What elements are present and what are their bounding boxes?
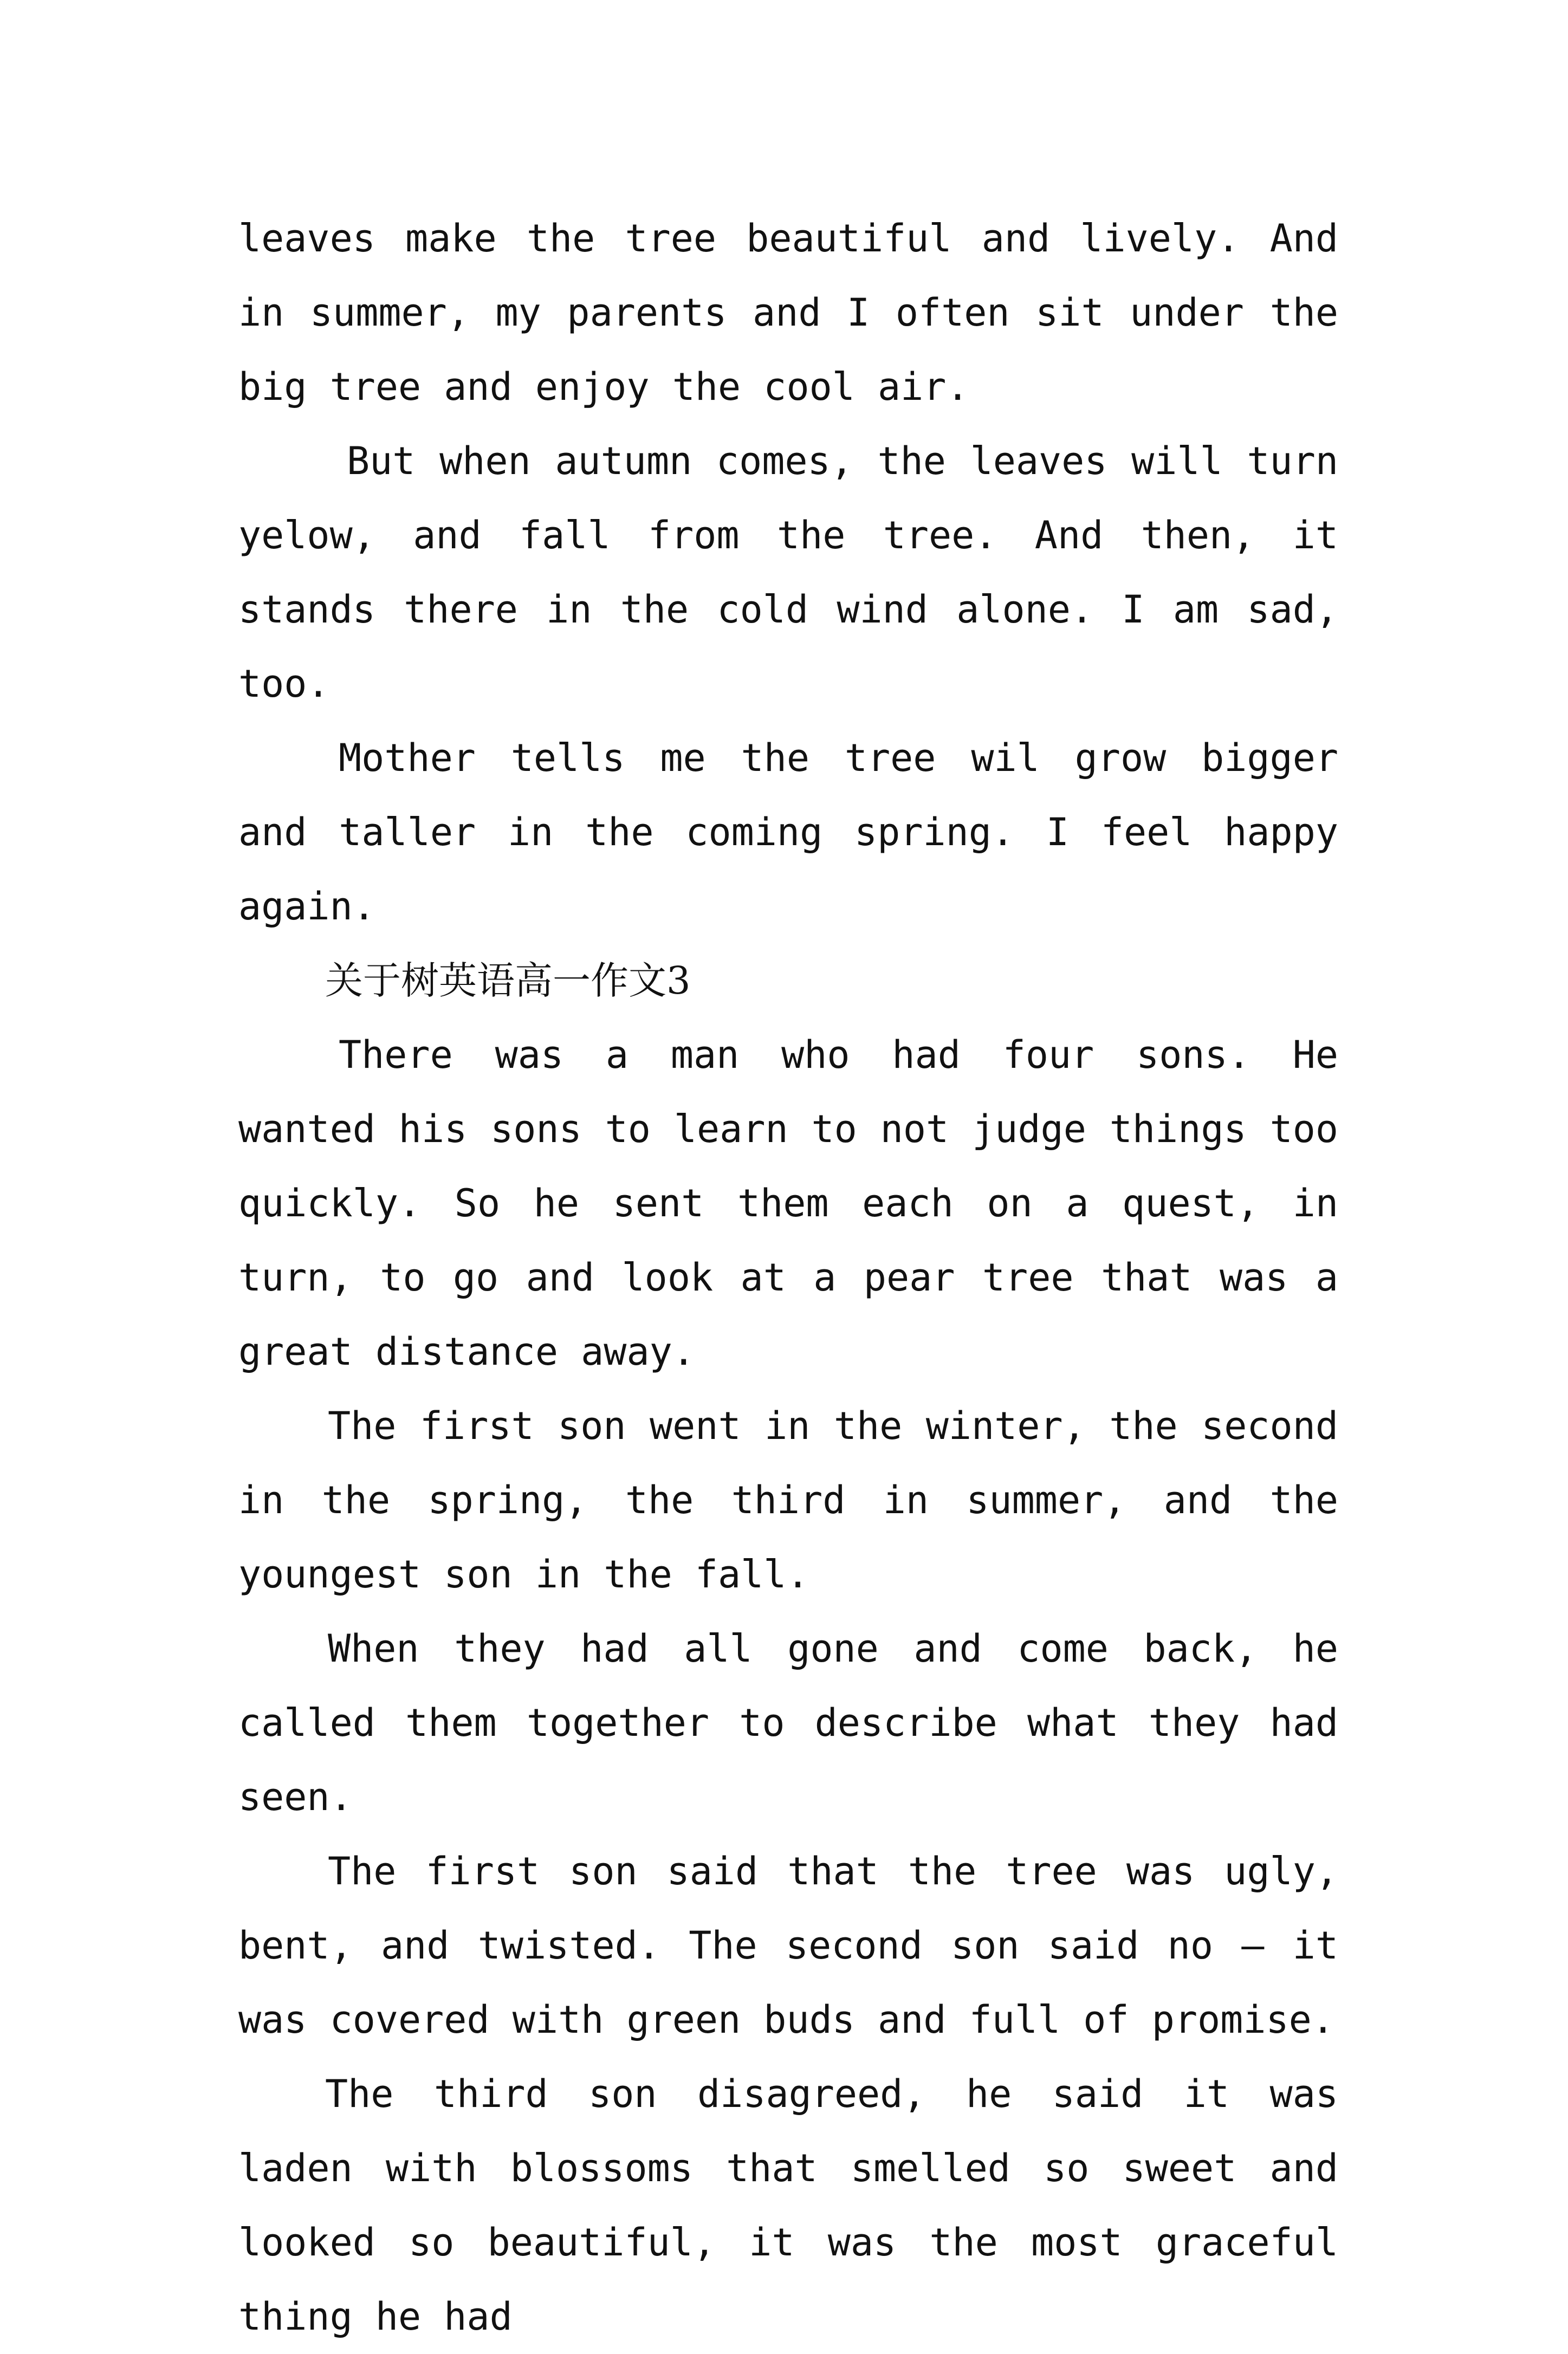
document-body — [238, 202, 1338, 2354]
paragraph-third-son: The third son disagreed, he said it was laden with blossoms that smelled so sweet and looked so beautiful, it was the most graceful thing he had — [238, 2072, 1338, 2339]
paragraph-came-back: When they had all gone and come back, he called them together to describe what they had seen. — [238, 1626, 1338, 1819]
paragraph-autumn: But when autumn comes, the leaves will turn yelow, and fall from the tree. And then, it stands there in the cold wind alone. I am sad, too. — [238, 439, 1338, 706]
paragraph-four-sons: There was a man who had four sons. He wanted his sons to learn to not judge things too quickly. So he sent them each on a quest, in turn, to go and look at a pear tree that was a great distance away. — [238, 1033, 1338, 1374]
paragraph-seasons: The first son went in the winter, the second in the spring, the third in summer, and the youngest son in the fall. — [238, 1404, 1338, 1597]
paragraph-leaves: leaves make the tree beautiful and lively. And in summer, my parents and I often sit under the big tree and enjoy the cool air. — [238, 216, 1338, 409]
paragraph-mother: Mother tells me the tree wil grow bigger and taller in the coming spring. I feel happy again. — [238, 736, 1338, 929]
paragraph-first-second-son: The first son said that the tree was ugly, bent, and twisted. The second son said no – it was covered with green buds and full of promise. — [238, 1849, 1338, 2042]
section-heading: 关于树英语高一作文3 — [325, 958, 691, 1003]
